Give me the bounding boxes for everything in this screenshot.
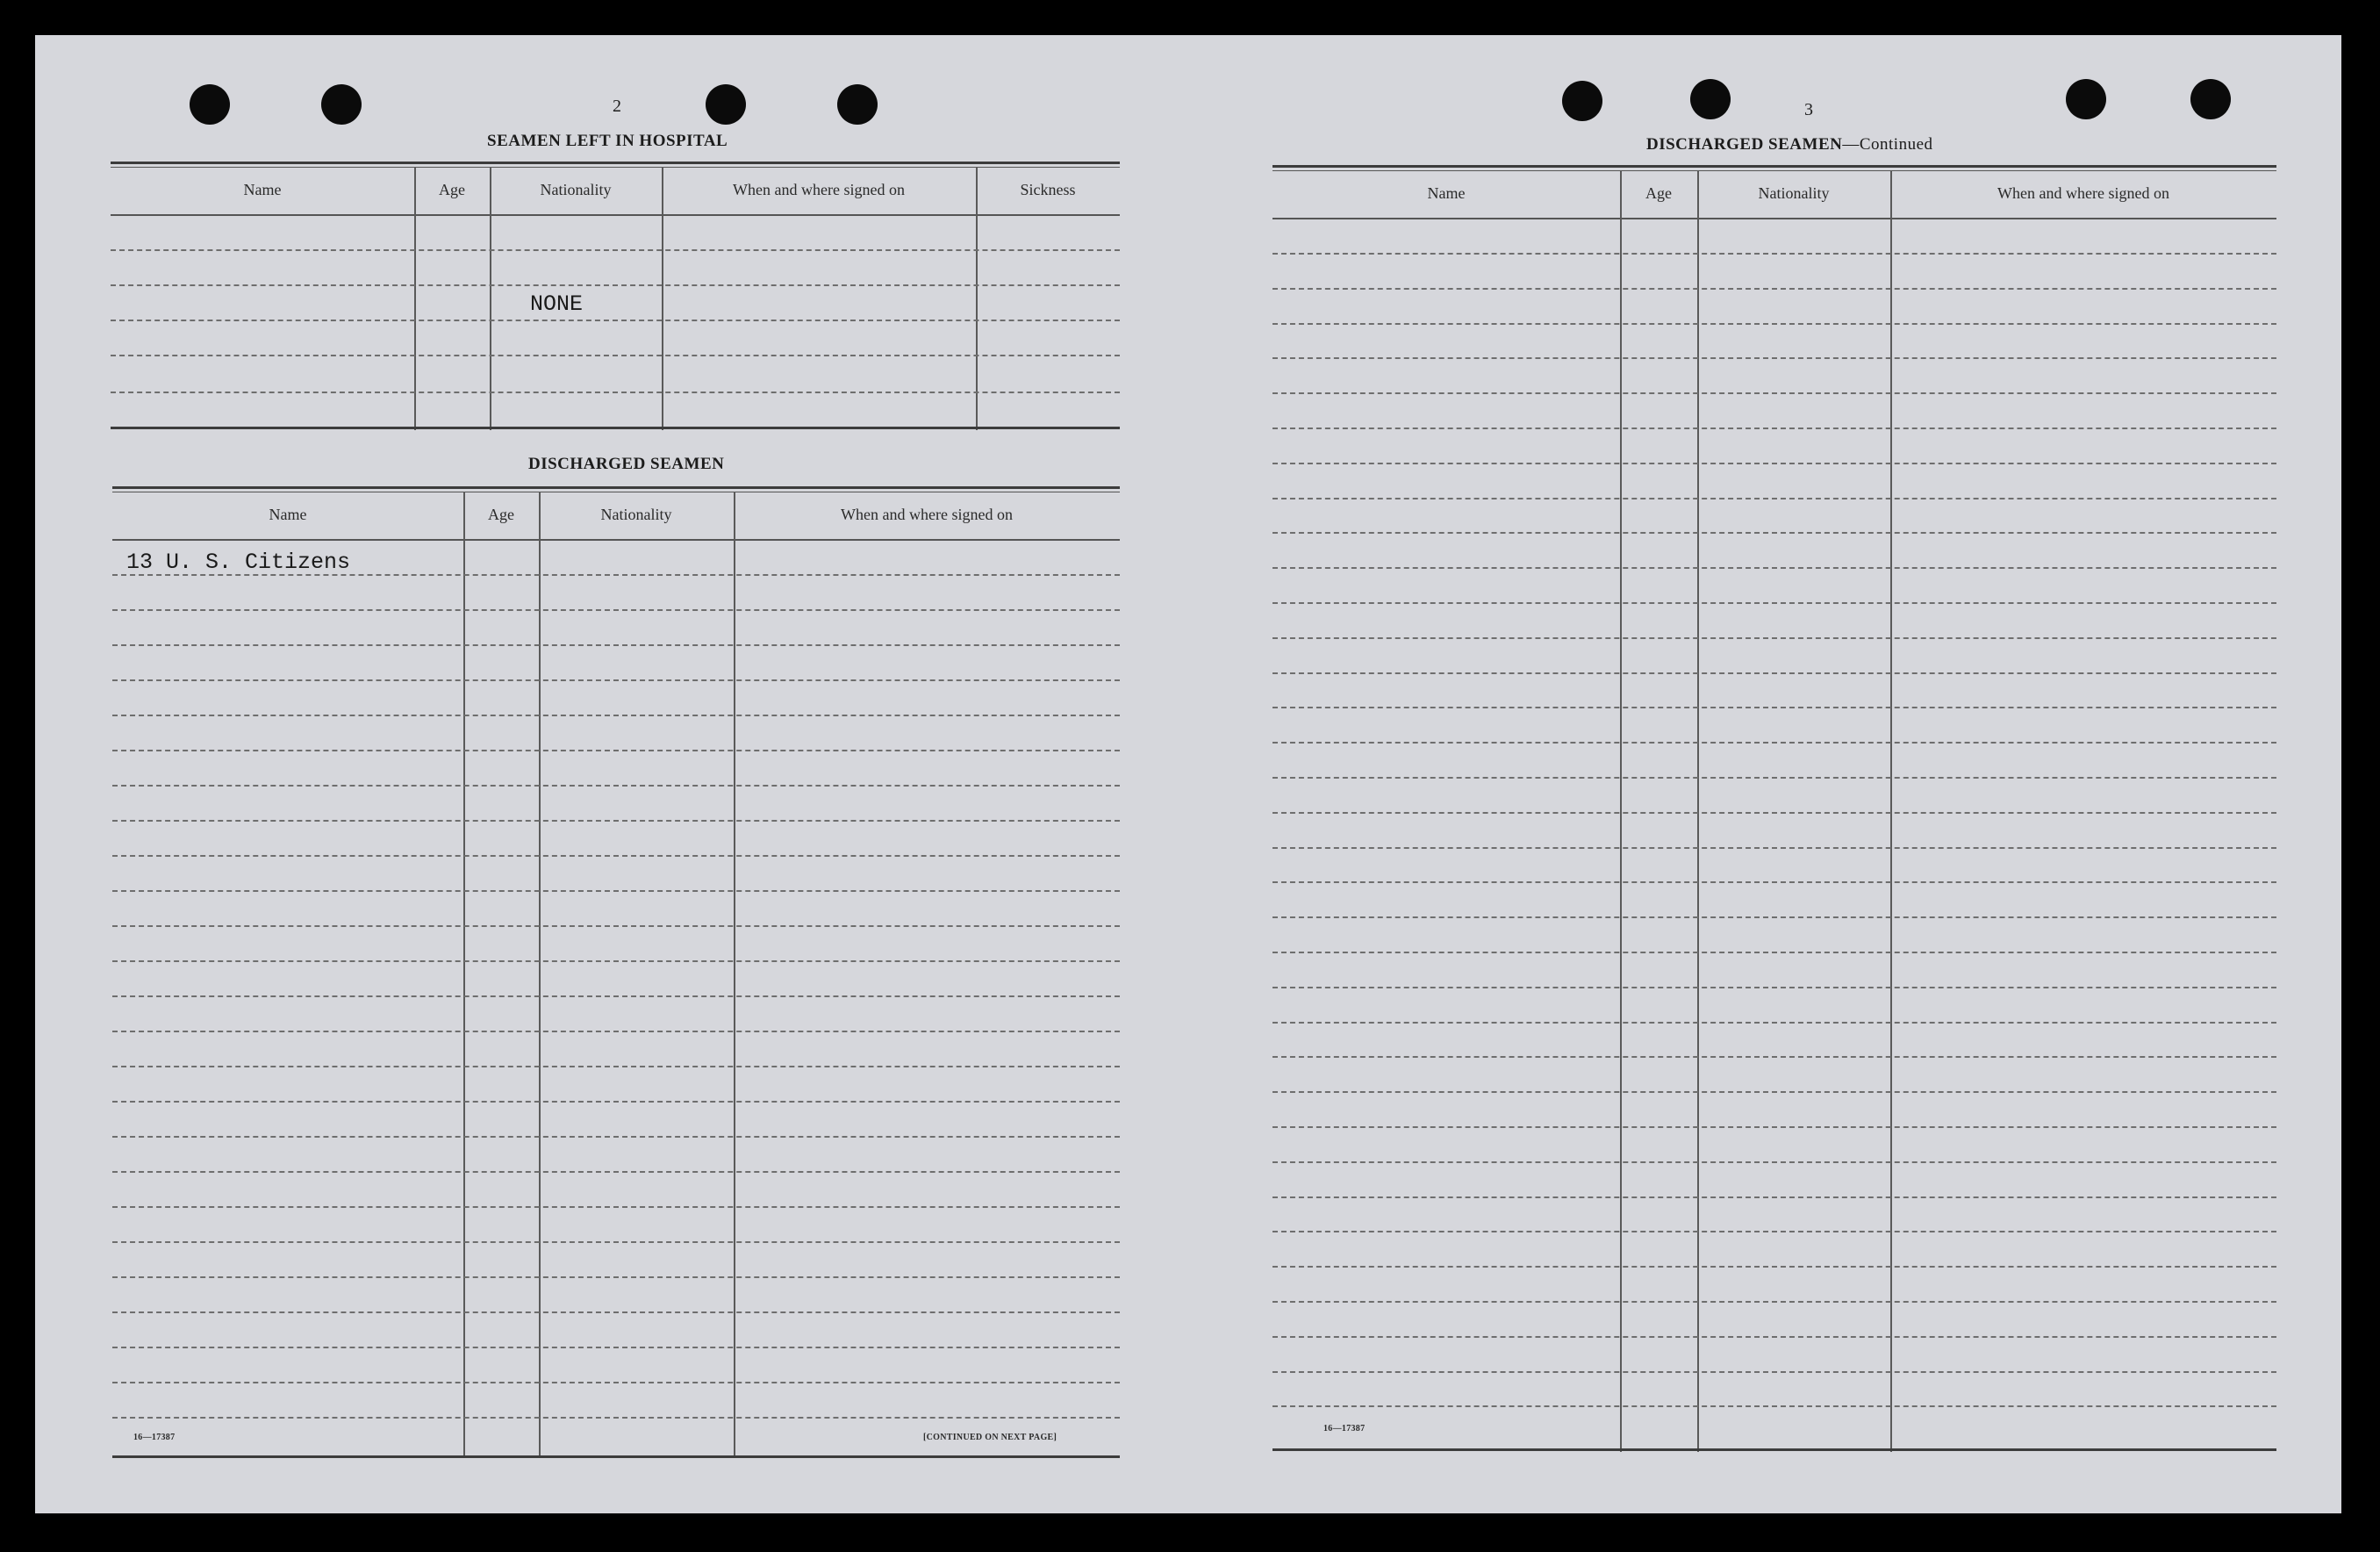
table-row: [1272, 1022, 2276, 1024]
column-header-nationality: Nationality: [1758, 184, 1830, 202]
discharged-continued-table: [1272, 165, 2276, 1455]
table-row: [1272, 1091, 2276, 1093]
table-row: [1272, 707, 2276, 708]
table-row: [112, 1276, 1120, 1278]
table-row: [112, 609, 1120, 611]
table-row: [112, 1101, 1120, 1103]
table-row: [112, 1347, 1120, 1348]
page-number: 2: [613, 97, 621, 116]
table-row: [112, 820, 1120, 822]
table-row: [112, 1311, 1120, 1313]
column-header-name: Name: [243, 181, 282, 198]
table-row: [1272, 637, 2276, 639]
table-row: [1272, 498, 2276, 499]
discharged-entry: 13 U. S. Citizens: [126, 550, 351, 575]
discharged-continued-title: [1646, 135, 1933, 154]
table-row: [112, 1382, 1120, 1383]
table-row: [1272, 1371, 2276, 1373]
table-row: [1272, 1231, 2276, 1232]
table-row: [1272, 812, 2276, 814]
title-suffix: —Continued: [1842, 135, 1933, 154]
table-row: [112, 995, 1120, 997]
table-row: [1272, 1266, 2276, 1268]
table-row: [1272, 1161, 2276, 1163]
right-page: [1176, 35, 2341, 1513]
column-header-name: Name: [269, 506, 307, 523]
hospital-table: [111, 162, 1120, 435]
table-row: [112, 1241, 1120, 1243]
table-row: [1272, 323, 2276, 325]
table-row: [1272, 567, 2276, 569]
table-row: [1272, 532, 2276, 534]
table-row: [1272, 392, 2276, 394]
column-header-signed-on: When and where signed on: [1997, 184, 2169, 202]
table-row: [112, 1136, 1120, 1138]
page-number: 3: [1804, 100, 1813, 119]
column-header-signed-on: When and where signed on: [841, 506, 1013, 523]
table-row: [1272, 1126, 2276, 1128]
table-row: [1272, 1196, 2276, 1198]
title-main: DISCHARGED SEAMEN: [1646, 135, 1843, 154]
table-row: [1272, 987, 2276, 988]
form-number: 16—17387: [1323, 1424, 1366, 1433]
table-row: [1272, 916, 2276, 918]
discharged-section-title: DISCHARGED SEAMEN: [528, 455, 725, 473]
table-row: [112, 1206, 1120, 1208]
table-row: [1272, 1301, 2276, 1303]
column-header-nationality: Nationality: [600, 506, 672, 523]
form-number: 16—17387: [133, 1433, 176, 1442]
discharged-table: [112, 486, 1120, 1464]
column-header-age: Age: [1645, 184, 1672, 202]
continued-note: [CONTINUED ON NEXT PAGE]: [923, 1433, 1057, 1442]
table-row: [112, 855, 1120, 857]
table-row: [1272, 357, 2276, 359]
table-row: [112, 750, 1120, 751]
column-header-nationality: Nationality: [540, 181, 612, 198]
document-sheet: [35, 35, 2341, 1513]
left-page: [35, 35, 1176, 1513]
table-row: [1272, 463, 2276, 464]
table-row: [112, 925, 1120, 927]
table-row: [1272, 742, 2276, 744]
column-header-sickness: Sickness: [1020, 181, 1076, 198]
table-row: [1272, 288, 2276, 290]
table-row: [112, 1417, 1120, 1419]
table-row: [112, 1066, 1120, 1067]
column-header-signed-on: When and where signed on: [733, 181, 905, 198]
table-row: [112, 1171, 1120, 1173]
table-row: [1272, 777, 2276, 779]
table-row: [112, 1031, 1120, 1032]
table-row: [1272, 428, 2276, 429]
table-row: [112, 890, 1120, 892]
table-row: [1272, 1056, 2276, 1058]
table-row: [1272, 881, 2276, 883]
hospital-section-title: SEAMEN LEFT IN HOSPITAL: [487, 132, 728, 150]
table-row: [1272, 1405, 2276, 1407]
table-row: [1272, 253, 2276, 255]
table-row: [112, 679, 1120, 681]
hospital-entry-none: NONE: [530, 291, 584, 317]
table-row: [1272, 602, 2276, 604]
table-row: [1272, 1336, 2276, 1338]
table-row: [112, 715, 1120, 716]
column-header-name: Name: [1427, 184, 1466, 202]
table-row: [112, 644, 1120, 646]
table-row: [1272, 952, 2276, 953]
table-row: [1272, 672, 2276, 674]
table-row: [112, 785, 1120, 787]
column-header-age: Age: [488, 506, 514, 523]
table-row: [112, 960, 1120, 962]
table-row: [1272, 847, 2276, 849]
column-header-age: Age: [439, 181, 465, 198]
